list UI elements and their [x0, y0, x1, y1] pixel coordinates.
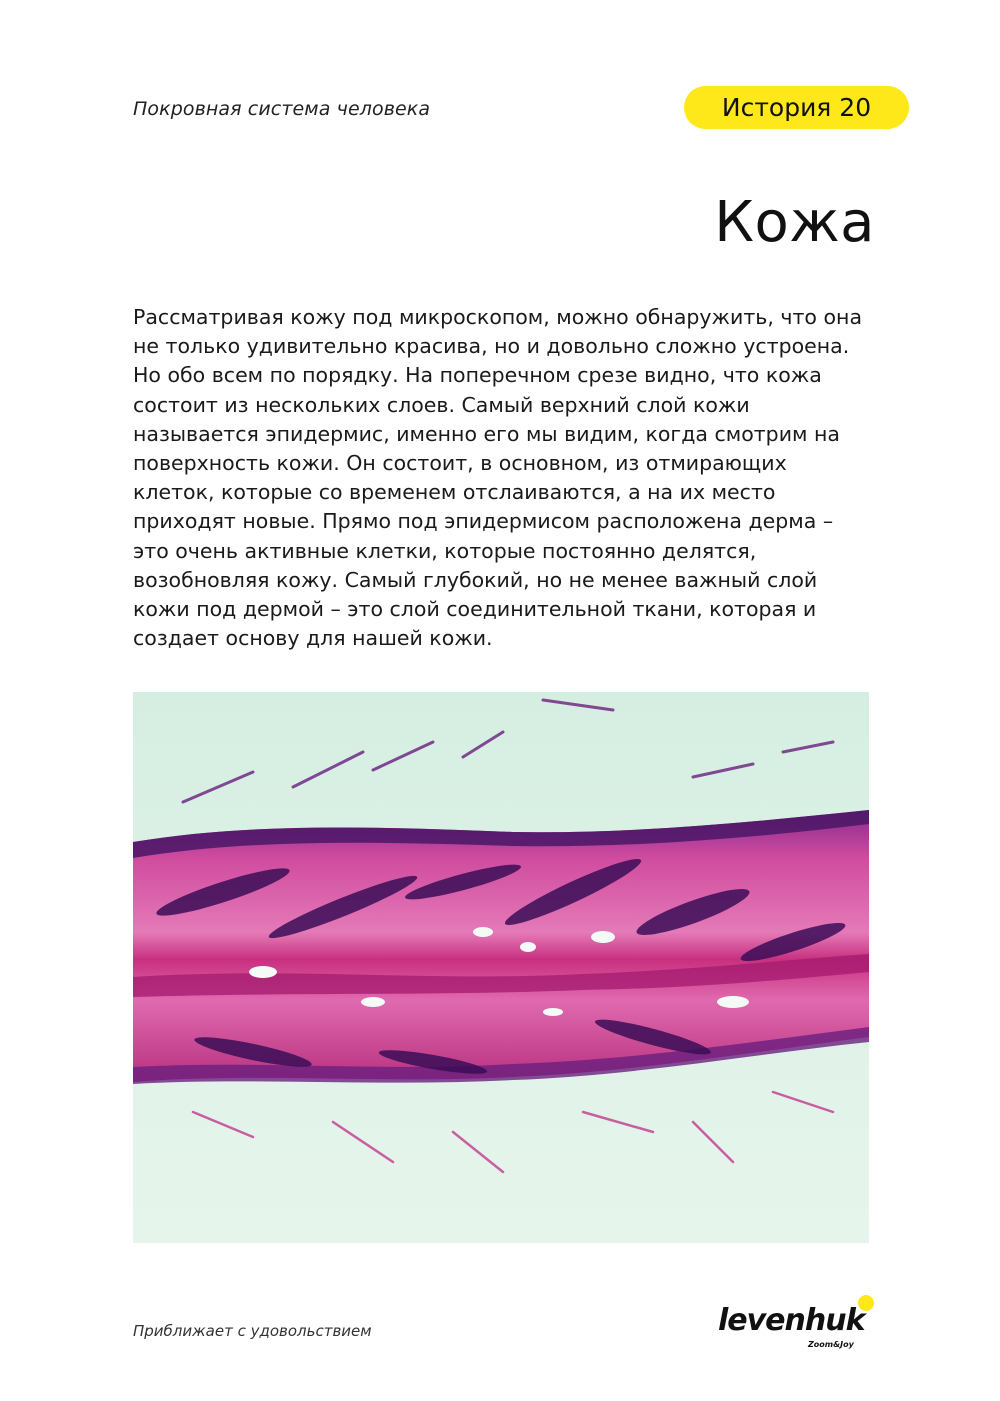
logo-subtext: Zoom&Joy	[808, 1340, 854, 1349]
skin-micrograph-image	[133, 692, 869, 1243]
brand-logo	[718, 1295, 878, 1355]
story-badge	[684, 86, 909, 129]
section-label: Покровная система человека	[133, 98, 431, 120]
page-title: Кожа	[714, 190, 875, 255]
story-badge-label: История 20	[721, 93, 872, 122]
footer-tagline: Приближает с удовольствием	[133, 1322, 372, 1340]
body-paragraph: Рассматривая кожу под микроскопом, можно обнаружить, что она не только удивительно красива, но и довольно сложно устроена. Но обо всем по порядку. На поперечном срезе видно, что кожа состоит из нескольких слоев. Самый верхний слой кожи называется эпидермис, именно его мы видим, когда смотрим на поверхность кожи. Он состоит, в основном, из отмирающих клеток, которые со временем отслаиваются, а на их место приходят новые. Прямо под эпидермисом расположена дерма – это очень активные клетки, которые постоянно делятся, возобновляя кожу. Самый глубокий, но не менее важный слой кожи под дермой – это слой соединительной ткани, которая и создает основу для нашей кожи.	[133, 305, 863, 651]
logo-wordmark: levenhuk	[718, 1303, 865, 1338]
